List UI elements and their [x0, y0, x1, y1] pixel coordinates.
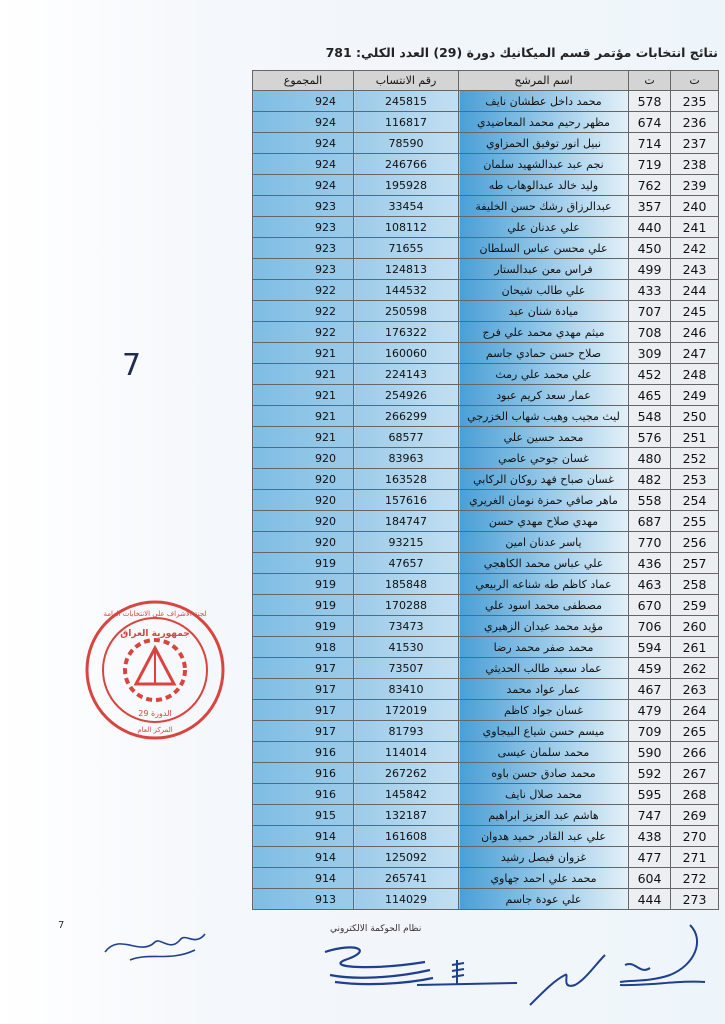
cell-total: 922 — [253, 322, 354, 343]
cell-total: 923 — [253, 259, 354, 280]
table-row — [253, 112, 719, 133]
cell-membership: 132187 — [354, 805, 459, 826]
cell-name: غسان جواد كاظم — [459, 700, 629, 721]
cell-name: مظهر رحيم محمد المعاضيدي — [459, 112, 629, 133]
page-number: 7 — [58, 920, 65, 931]
table-row — [253, 595, 719, 616]
cell-seq: 266 — [671, 742, 719, 763]
cell-seq: 259 — [671, 595, 719, 616]
cell-seq: 249 — [671, 385, 719, 406]
cell-membership: 163528 — [354, 469, 459, 490]
seal-text-bottom: المركز العام — [137, 726, 173, 734]
cell-membership: 93215 — [354, 532, 459, 553]
cell-seq: 261 — [671, 637, 719, 658]
cell-name: ليث مجيب وهيب شهاب الخزرجي — [459, 406, 629, 427]
cell-membership: 224143 — [354, 364, 459, 385]
cell-total: 917 — [253, 658, 354, 679]
cell-membership: 245815 — [354, 91, 459, 112]
header-seq: ت — [671, 71, 719, 91]
cell-membership: 125092 — [354, 847, 459, 868]
cell-seq: 245 — [671, 301, 719, 322]
cell-total: 919 — [253, 574, 354, 595]
results-table — [252, 70, 719, 910]
table-row — [253, 574, 719, 595]
title-total: 781 — [325, 45, 352, 60]
cell-number: 709 — [629, 721, 671, 742]
cell-total: 919 — [253, 553, 354, 574]
cell-number: 578 — [629, 91, 671, 112]
cell-number: 594 — [629, 637, 671, 658]
cell-seq: 264 — [671, 700, 719, 721]
table-row — [253, 679, 719, 700]
table-row — [253, 553, 719, 574]
cell-seq: 241 — [671, 217, 719, 238]
cell-name: محمد صادق حسن باوه — [459, 763, 629, 784]
seal-text-main: جمهورية العراق — [120, 629, 190, 639]
cell-seq: 253 — [671, 469, 719, 490]
table-row — [253, 427, 719, 448]
cell-seq: 243 — [671, 259, 719, 280]
cell-number: 674 — [629, 112, 671, 133]
cell-membership: 185848 — [354, 574, 459, 595]
cell-name: عماد كاظم طه شناعه الربيعي — [459, 574, 629, 595]
cell-number: 433 — [629, 280, 671, 301]
cell-membership: 266299 — [354, 406, 459, 427]
cell-number: 309 — [629, 343, 671, 364]
cell-total: 921 — [253, 427, 354, 448]
cell-name: علي عدنان علي — [459, 217, 629, 238]
table-row — [253, 889, 719, 910]
cell-membership: 145842 — [354, 784, 459, 805]
cell-name: عماد سعيد طالب الحديثي — [459, 658, 629, 679]
cell-number: 436 — [629, 553, 671, 574]
cell-number: 480 — [629, 448, 671, 469]
table-row — [253, 259, 719, 280]
cell-membership: 47657 — [354, 553, 459, 574]
table-row — [253, 91, 719, 112]
cell-seq: 268 — [671, 784, 719, 805]
cell-membership: 73507 — [354, 658, 459, 679]
cell-total: 920 — [253, 469, 354, 490]
table-header-row — [253, 71, 719, 91]
cell-seq: 263 — [671, 679, 719, 700]
table-row — [253, 511, 719, 532]
cell-total: 916 — [253, 742, 354, 763]
cell-seq: 240 — [671, 196, 719, 217]
cell-name: ميسم حسن شياع البيجاوي — [459, 721, 629, 742]
cell-membership: 176322 — [354, 322, 459, 343]
cell-number: 357 — [629, 196, 671, 217]
cell-seq: 247 — [671, 343, 719, 364]
cell-number: 438 — [629, 826, 671, 847]
results-title — [252, 45, 718, 65]
cell-name: مؤيد محمد عيدان الزهيري — [459, 616, 629, 637]
cell-total: 914 — [253, 868, 354, 889]
table-row — [253, 868, 719, 889]
cell-total: 914 — [253, 826, 354, 847]
header-name: اسم المرشح — [459, 71, 629, 91]
cell-seq: 236 — [671, 112, 719, 133]
cell-name: ميادة شنان عبد — [459, 301, 629, 322]
table-row — [253, 196, 719, 217]
cell-number: 590 — [629, 742, 671, 763]
signature-3 — [412, 955, 522, 995]
table-row — [253, 175, 719, 196]
seal-text-top: لجنة الاشراف على الانتخابات العامة — [103, 610, 207, 618]
table-row — [253, 364, 719, 385]
table-row — [253, 847, 719, 868]
cell-number: 708 — [629, 322, 671, 343]
cell-name: غسان صباح فهد روكان الركابي — [459, 469, 629, 490]
table-row — [253, 826, 719, 847]
cell-name: غسان جوحي عاصي — [459, 448, 629, 469]
cell-name: محمد صلال نايف — [459, 784, 629, 805]
cell-name: عبدالرزاق رشك حسن الخليفة — [459, 196, 629, 217]
cell-total: 917 — [253, 679, 354, 700]
cell-number: 714 — [629, 133, 671, 154]
cell-name: محمد داخل عطشان نايف — [459, 91, 629, 112]
table-row — [253, 784, 719, 805]
cell-total: 918 — [253, 637, 354, 658]
cell-number: 482 — [629, 469, 671, 490]
cell-membership: 250598 — [354, 301, 459, 322]
cell-name: علي عباس محمد الكاهجي — [459, 553, 629, 574]
table-row — [253, 700, 719, 721]
header-num: ت — [629, 71, 671, 91]
table-row — [253, 469, 719, 490]
cell-total: 919 — [253, 595, 354, 616]
header-total: المجموع — [253, 71, 354, 91]
cell-name: صلاح حسن حمادي جاسم — [459, 343, 629, 364]
cell-membership: 254926 — [354, 385, 459, 406]
cell-total: 921 — [253, 343, 354, 364]
cell-total: 920 — [253, 532, 354, 553]
cell-name: محمد حسين علي — [459, 427, 629, 448]
cell-number: 604 — [629, 868, 671, 889]
cell-membership: 124813 — [354, 259, 459, 280]
table-row — [253, 763, 719, 784]
cell-seq: 267 — [671, 763, 719, 784]
table-row — [253, 616, 719, 637]
cell-seq: 242 — [671, 238, 719, 259]
signature-1 — [100, 922, 210, 967]
cell-name: علي طالب شيحان — [459, 280, 629, 301]
table-row — [253, 532, 719, 553]
cell-total: 924 — [253, 112, 354, 133]
cell-total: 917 — [253, 721, 354, 742]
cell-number: 548 — [629, 406, 671, 427]
table-row — [253, 637, 719, 658]
cell-membership: 161608 — [354, 826, 459, 847]
cell-total: 923 — [253, 217, 354, 238]
cell-membership: 83963 — [354, 448, 459, 469]
cell-number: 459 — [629, 658, 671, 679]
cell-membership: 68577 — [354, 427, 459, 448]
cell-name: محمد علي احمد جهاوي — [459, 868, 629, 889]
cell-total: 913 — [253, 889, 354, 910]
cell-total: 921 — [253, 364, 354, 385]
cell-seq: 251 — [671, 427, 719, 448]
cell-seq: 272 — [671, 868, 719, 889]
cell-total: 920 — [253, 448, 354, 469]
cell-number: 477 — [629, 847, 671, 868]
table-row — [253, 448, 719, 469]
table-row — [253, 154, 719, 175]
cell-total: 920 — [253, 511, 354, 532]
cell-total: 923 — [253, 196, 354, 217]
cell-seq: 238 — [671, 154, 719, 175]
cell-seq: 235 — [671, 91, 719, 112]
cell-membership: 246766 — [354, 154, 459, 175]
cell-membership: 267262 — [354, 763, 459, 784]
cell-name: علي عودة جاسم — [459, 889, 629, 910]
cell-number: 770 — [629, 532, 671, 553]
page-mark: 7 — [122, 348, 142, 383]
cell-seq: 256 — [671, 532, 719, 553]
cell-name: علي محسن عباس السلطان — [459, 238, 629, 259]
cell-membership: 71655 — [354, 238, 459, 259]
cell-number: 592 — [629, 763, 671, 784]
cell-membership: 116817 — [354, 112, 459, 133]
cell-name: هاشم عبد العزيز ابراهيم — [459, 805, 629, 826]
cell-name: فراس معن عبدالستار — [459, 259, 629, 280]
cell-membership: 83410 — [354, 679, 459, 700]
cell-membership: 144532 — [354, 280, 459, 301]
cell-name: علي محمد علي رمث — [459, 364, 629, 385]
cell-membership: 195928 — [354, 175, 459, 196]
cell-name: محمد سلمان عيسى — [459, 742, 629, 763]
cell-number: 450 — [629, 238, 671, 259]
cell-membership: 78590 — [354, 133, 459, 154]
cell-membership: 157616 — [354, 490, 459, 511]
cell-number: 576 — [629, 427, 671, 448]
cell-total: 924 — [253, 133, 354, 154]
table-row — [253, 385, 719, 406]
cell-seq: 254 — [671, 490, 719, 511]
cell-total: 920 — [253, 490, 354, 511]
cell-number: 440 — [629, 217, 671, 238]
table-row — [253, 280, 719, 301]
cell-number: 452 — [629, 364, 671, 385]
cell-seq: 248 — [671, 364, 719, 385]
cell-seq: 260 — [671, 616, 719, 637]
cell-number: 670 — [629, 595, 671, 616]
cell-total: 916 — [253, 763, 354, 784]
cell-name: وليد خالد عبدالوهاب طه — [459, 175, 629, 196]
cell-seq: 270 — [671, 826, 719, 847]
cell-number: 444 — [629, 889, 671, 910]
cell-membership: 114014 — [354, 742, 459, 763]
table-row — [253, 658, 719, 679]
cell-seq: 265 — [671, 721, 719, 742]
cell-total: 922 — [253, 301, 354, 322]
cell-membership: 184747 — [354, 511, 459, 532]
cell-total: 921 — [253, 406, 354, 427]
cell-seq: 257 — [671, 553, 719, 574]
cell-name: مصطفى محمد اسود علي — [459, 595, 629, 616]
cell-number: 558 — [629, 490, 671, 511]
cell-total: 917 — [253, 700, 354, 721]
title-prefix: نتائج انتخابات مؤتمر قسم الميكانيك دورة (29) العدد الكلي: — [351, 45, 718, 60]
official-seal — [80, 590, 230, 750]
cell-number: 706 — [629, 616, 671, 637]
table-row — [253, 238, 719, 259]
cell-membership: 108112 — [354, 217, 459, 238]
cell-name: غزوان فيصل رشيد — [459, 847, 629, 868]
cell-name: ماهر صافي حمزة نومان الغريري — [459, 490, 629, 511]
cell-number: 499 — [629, 259, 671, 280]
cell-seq: 250 — [671, 406, 719, 427]
cell-number: 467 — [629, 679, 671, 700]
seal-cycle: الدورة 29 — [138, 709, 172, 718]
header-member: رقم الانتساب — [354, 71, 459, 91]
table-row — [253, 133, 719, 154]
signature-5 — [610, 920, 710, 995]
cell-number: 465 — [629, 385, 671, 406]
cell-name: مهدي صلاح مهدي حسن — [459, 511, 629, 532]
cell-total: 924 — [253, 175, 354, 196]
cell-seq: 237 — [671, 133, 719, 154]
cell-total: 916 — [253, 784, 354, 805]
cell-name: محمد صفر محمد رضا — [459, 637, 629, 658]
table-row — [253, 406, 719, 427]
table-row — [253, 217, 719, 238]
table-row — [253, 343, 719, 364]
signature-4 — [525, 950, 610, 1010]
cell-number: 687 — [629, 511, 671, 532]
cell-seq: 269 — [671, 805, 719, 826]
cell-membership: 160060 — [354, 343, 459, 364]
cell-total: 922 — [253, 280, 354, 301]
cell-membership: 33454 — [354, 196, 459, 217]
cell-total: 923 — [253, 238, 354, 259]
table-row — [253, 322, 719, 343]
table-row — [253, 805, 719, 826]
cell-name: نبيل انور توفيق الحمزاوي — [459, 133, 629, 154]
cell-number: 762 — [629, 175, 671, 196]
cell-number: 719 — [629, 154, 671, 175]
cell-membership: 73473 — [354, 616, 459, 637]
cell-membership: 170288 — [354, 595, 459, 616]
table-row — [253, 301, 719, 322]
table-row — [253, 721, 719, 742]
cell-number: 707 — [629, 301, 671, 322]
cell-seq: 244 — [671, 280, 719, 301]
cell-seq: 239 — [671, 175, 719, 196]
cell-number: 595 — [629, 784, 671, 805]
table-row — [253, 742, 719, 763]
cell-total: 924 — [253, 154, 354, 175]
cell-membership: 41530 — [354, 637, 459, 658]
cell-total: 915 — [253, 805, 354, 826]
cell-seq: 252 — [671, 448, 719, 469]
table-row — [253, 490, 719, 511]
cell-name: عمار سعد كريم عبود — [459, 385, 629, 406]
cell-name: علي عبد القادر حميد هدوان — [459, 826, 629, 847]
cell-number: 479 — [629, 700, 671, 721]
cell-membership: 114029 — [354, 889, 459, 910]
cell-name: ياسر عدنان امين — [459, 532, 629, 553]
cell-seq: 246 — [671, 322, 719, 343]
cell-total: 921 — [253, 385, 354, 406]
cell-total: 914 — [253, 847, 354, 868]
cell-seq: 262 — [671, 658, 719, 679]
cell-membership: 265741 — [354, 868, 459, 889]
cell-number: 463 — [629, 574, 671, 595]
cell-total: 924 — [253, 91, 354, 112]
footer-label: نظام الحوكمة الالكتروني — [330, 924, 422, 934]
cell-name: نجم عبد عبدالشهيد سلمان — [459, 154, 629, 175]
cell-number: 747 — [629, 805, 671, 826]
cell-name: عمار عواد محمد — [459, 679, 629, 700]
cell-membership: 81793 — [354, 721, 459, 742]
cell-total: 919 — [253, 616, 354, 637]
cell-name: ميثم مهدي محمد علي فرج — [459, 322, 629, 343]
cell-seq: 273 — [671, 889, 719, 910]
cell-seq: 255 — [671, 511, 719, 532]
cell-seq: 271 — [671, 847, 719, 868]
cell-membership: 172019 — [354, 700, 459, 721]
cell-seq: 258 — [671, 574, 719, 595]
